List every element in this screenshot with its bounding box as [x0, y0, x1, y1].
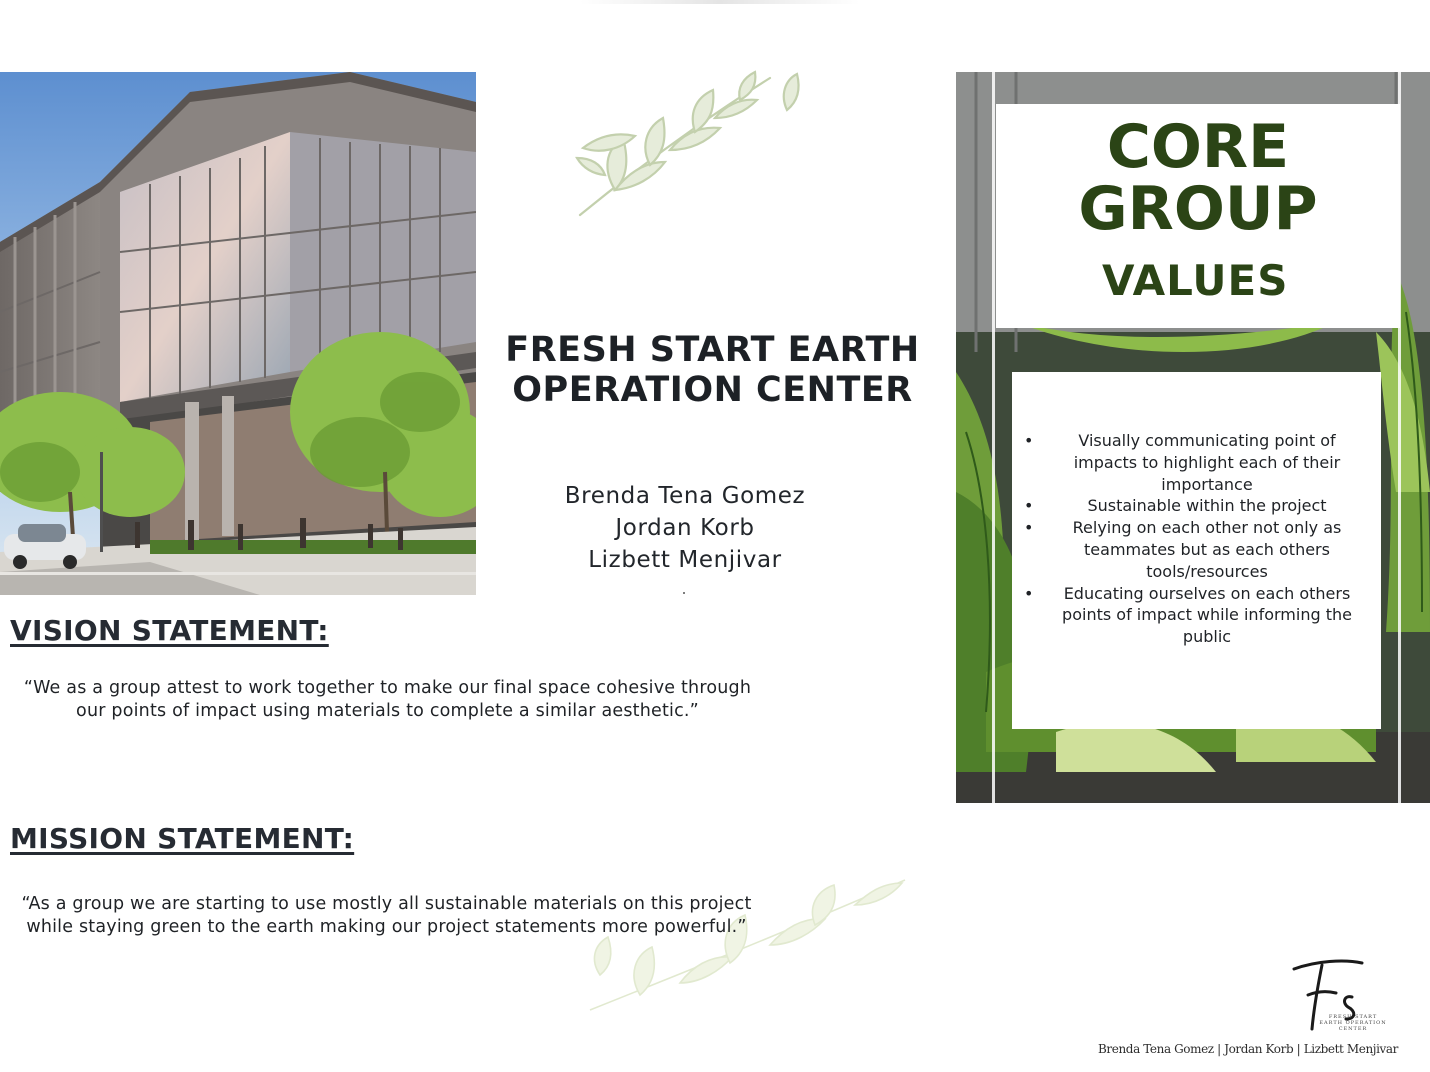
list-item: • Visually communicating point of impacts to highlight each of their importance — [1046, 430, 1368, 495]
logo-tagline — [1312, 1014, 1394, 1032]
values-list — [1046, 430, 1368, 648]
core-title-line-3: VALUES — [1102, 256, 1289, 305]
vision-text: “We as a group attest to work together to make our final space cohesive through our points of impact using materials to complete a similar aesthetic.” — [23, 678, 752, 721]
author-name: Lizbett Menjivar — [588, 547, 782, 573]
values-title-box — [996, 104, 1400, 328]
mission-text: “As a group we are starting to use mostly all sustainable materials on this project while staying green to the earth making our project statements more powerful.” — [21, 894, 752, 937]
author-name: Jordan Korb — [615, 515, 755, 541]
top-fade-line — [580, 0, 860, 4]
author-name: Brenda Tena Gomez — [564, 483, 806, 509]
decorative-dot — [683, 592, 685, 594]
core-title-line-2: GROUP — [1078, 174, 1318, 244]
core-values-panel — [956, 72, 1430, 803]
vision-heading: VISION STATEMENT: — [10, 614, 329, 647]
list-item: • Educating ourselves on each others points of impact while informing the public — [1046, 583, 1368, 648]
list-item: • Relying on each other not only as teammates but as each others tools/resources — [1046, 517, 1368, 582]
building-rendering — [0, 72, 476, 595]
values-list-box — [1012, 372, 1381, 729]
logo-tag-line: FRESH START — [1328, 1014, 1378, 1020]
title-line-2: OPERATION CENTER — [512, 370, 913, 410]
list-item: • Sustainable within the project — [1046, 495, 1368, 517]
logo-tag-line: EARTH OPERATION — [1319, 1020, 1387, 1026]
core-values-title — [996, 112, 1400, 244]
core-title-line-1: CORE — [1106, 112, 1290, 182]
footer-credit: Brenda Tena Gomez | Jordan Korb | Lizbett Menjivar — [1098, 1042, 1399, 1056]
author-list — [520, 480, 850, 576]
page-title — [490, 330, 935, 410]
title-line-1: FRESH START EARTH — [505, 330, 920, 370]
logo-tag-line: CENTER — [1338, 1026, 1368, 1032]
frame-line — [992, 72, 995, 803]
mission-heading: MISSION STATEMENT: — [10, 822, 355, 855]
leaf-sprig-icon — [575, 70, 810, 220]
